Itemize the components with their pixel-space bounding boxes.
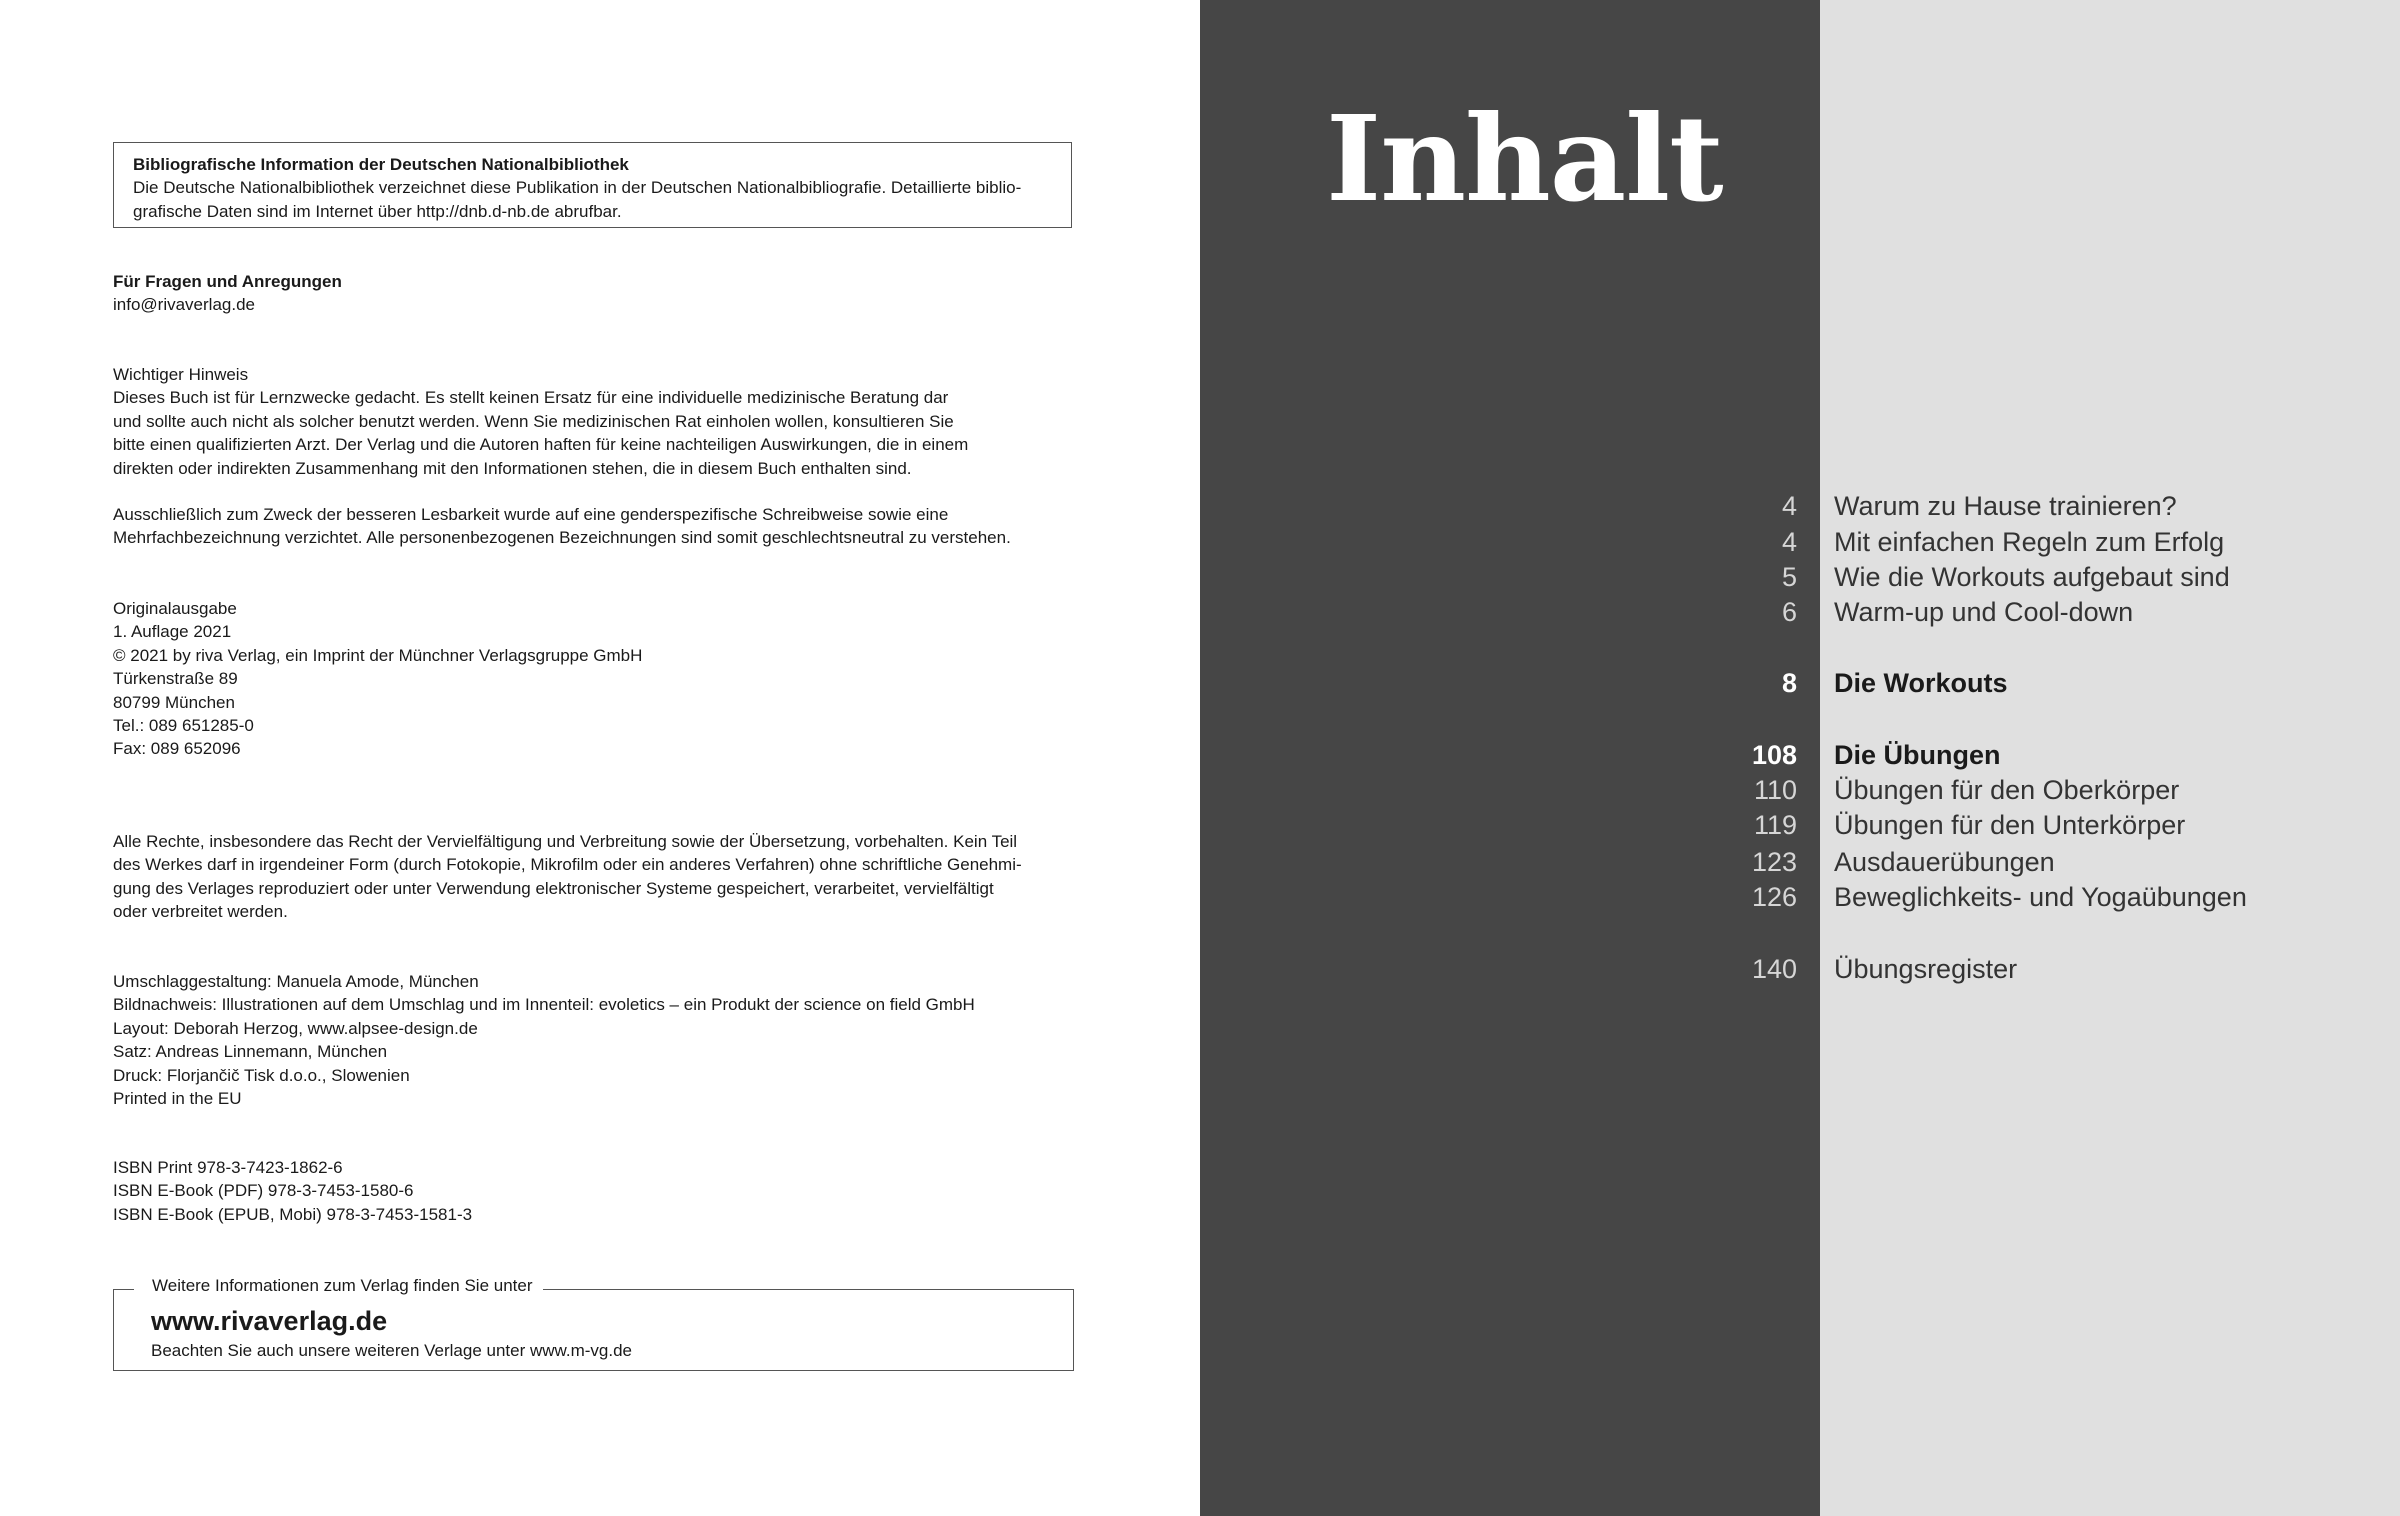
credits-line: Printed in the EU (113, 1089, 242, 1109)
notice-heading: Wichtiger Hinweis (113, 365, 249, 384)
toc-label: Beweglichkeits- und Yogaübungen (1834, 882, 2247, 912)
contact-heading: Für Fragen und Anregungen (113, 272, 342, 291)
rights-block (113, 830, 1022, 924)
toc-page-number: 126 (1751, 882, 1797, 912)
web-box-note: Beachten Sie auch unsere weiteren Verlage unter www.m-vg.de (151, 1341, 632, 1360)
toc-page-number: 5 (1781, 562, 1797, 592)
publisher-web-box (113, 1276, 1074, 1371)
bib-heading: Bibliografische Information der Deutschen Nationalbibliothek (133, 155, 629, 174)
toc-label: Mit einfachen Regeln zum Erfolg (1834, 527, 2225, 557)
bib-line: grafische Daten sind im Internet über http://dnb.d-nb.de abrufbar. (133, 201, 622, 221)
toc-entry[interactable] (1600, 847, 2400, 881)
toc-entry[interactable] (1600, 491, 2400, 525)
gender-line: Mehrfachbezeichnung verzichtet. Alle personenbezogenen Bezeichnungen sind somit geschlechtsneutral zu verstehen. (113, 528, 1011, 548)
toc-page-number: 123 (1751, 847, 1797, 877)
isbn-line: ISBN E-Book (PDF) 978-3-7453-1580-6 (113, 1181, 414, 1201)
isbn-block (113, 1156, 472, 1226)
credits-line: Umschlaggestaltung: Manuela Amode, München (113, 972, 479, 991)
toc-label: Warum zu Hause trainieren? (1834, 491, 2177, 521)
notice-line: direkten oder indirekten Zusammenhang mit den Informationen stehen, die in diesem Buch enthalten sind. (113, 458, 912, 478)
gender-line: Ausschließlich zum Zweck der besseren Lesbarkeit wurde auf eine genderspezifische Schreibweise sowie eine (113, 505, 949, 524)
toc-page-number: 110 (1753, 775, 1797, 805)
toc-label: Die Übungen (1834, 740, 2001, 770)
toc-label: Warm-up und Cool-down (1834, 597, 2134, 627)
credits-block (113, 970, 975, 1110)
publisher-url[interactable]: www.rivaverlag.de (151, 1306, 388, 1336)
toc-entry[interactable] (1600, 954, 2400, 988)
rights-line: oder verbreitet werden. (113, 902, 288, 922)
bib-line: Die Deutsche Nationalbibliothek verzeichnet diese Publikation in der Deutschen Nationalbibliografie. Detaillierte biblio- (133, 178, 1022, 198)
toc-entry[interactable] (1600, 775, 2400, 809)
isbn-line: ISBN E-Book (EPUB, Mobi) 978-3-7453-1581-3 (113, 1204, 473, 1224)
credits-line: Bildnachweis: Illustrationen auf dem Umschlag und im Innenteil: evoletics – ein Produkt der science on field GmbH (113, 995, 975, 1015)
toc-page-number: 140 (1751, 954, 1797, 984)
edition-line: 1. Auflage 2021 (113, 622, 232, 642)
toc-title: Inhalt (1326, 89, 1723, 228)
toc-page-number: 4 (1781, 491, 1797, 521)
toc-entry[interactable] (1600, 882, 2400, 916)
toc-label: Ausdauerübungen (1834, 847, 2055, 877)
toc-page-number: 6 (1781, 597, 1797, 627)
toc-page-number: 108 (1751, 740, 1797, 770)
rights-line: gung des Verlages reproduziert oder unter Verwendung elektronischer Systeme gespeichert, verarbeitet, vervielfältigt (113, 878, 994, 898)
toc-label: Wie die Workouts aufgebaut sind (1834, 562, 2230, 592)
edition-line: Originalausgabe (113, 599, 237, 618)
toc-entry[interactable] (1600, 668, 2400, 702)
toc-label: Übungen für den Unterkörper (1834, 810, 2186, 840)
web-box-label: Weitere Informationen zum Verlag finden Sie unter (134, 1276, 543, 1296)
edition-line: Tel.: 089 651285-0 (113, 716, 254, 736)
contact-block (113, 270, 342, 317)
toc-entry[interactable] (1600, 740, 2400, 774)
toc-entry[interactable] (1600, 810, 2400, 844)
toc-entry[interactable] (1600, 527, 2400, 561)
edition-line: Türkenstraße 89 (113, 669, 238, 689)
toc-entry[interactable] (1600, 597, 2400, 631)
edition-block (113, 597, 642, 761)
toc-label: Übungen für den Oberkörper (1834, 775, 2180, 805)
contact-email[interactable]: info@rivaverlag.de (113, 295, 255, 315)
toc-entry[interactable] (1600, 562, 2400, 596)
toc-label: Die Workouts (1834, 668, 2008, 698)
bibliographic-info-box (113, 142, 1072, 228)
toc-label: Übungsregister (1834, 954, 2018, 984)
rights-line: des Werkes darf in irgendeiner Form (durch Fotokopie, Mikrofilm oder ein anderes Verfahren) ohne schriftliche Genehmi- (113, 855, 1022, 875)
toc-page-number: 8 (1781, 668, 1797, 698)
notice-line: bitte einen qualifizierten Arzt. Der Verlag und die Autoren haften für keine nachteiligen Auswirkungen, die in einem (113, 435, 969, 455)
notice-line: Dieses Buch ist für Lernzwecke gedacht. Es stellt keinen Ersatz für eine individuelle medizinische Beratung dar (113, 388, 949, 408)
credits-line: Druck: Florjančič Tisk d.o.o., Slowenien (113, 1065, 410, 1085)
credits-line: Satz: Andreas Linnemann, München (113, 1042, 388, 1062)
rights-line: Alle Rechte, insbesondere das Recht der Vervielfältigung und Verbreitung sowie der Übersetzung, vorbehalten. Kein Teil (113, 832, 1018, 851)
edition-line: Fax: 089 652096 (113, 739, 241, 759)
toc-page-number: 119 (1753, 810, 1797, 840)
edition-line: 80799 München (113, 692, 235, 712)
notice-block (113, 363, 968, 480)
toc-page-number: 4 (1781, 527, 1797, 557)
notice-line: und sollte auch nicht als solcher benutzt werden. Wenn Sie medizinischen Rat einholen wollen, konsultieren Sie (113, 411, 954, 431)
edition-line: © 2021 by riva Verlag, ein Imprint der Münchner Verlagsgruppe GmbH (113, 645, 643, 665)
credits-line: Layout: Deborah Herzog, www.alpsee-design.de (113, 1018, 478, 1038)
isbn-line: ISBN Print 978-3-7423-1862-6 (113, 1158, 343, 1177)
gender-block (113, 503, 1011, 550)
